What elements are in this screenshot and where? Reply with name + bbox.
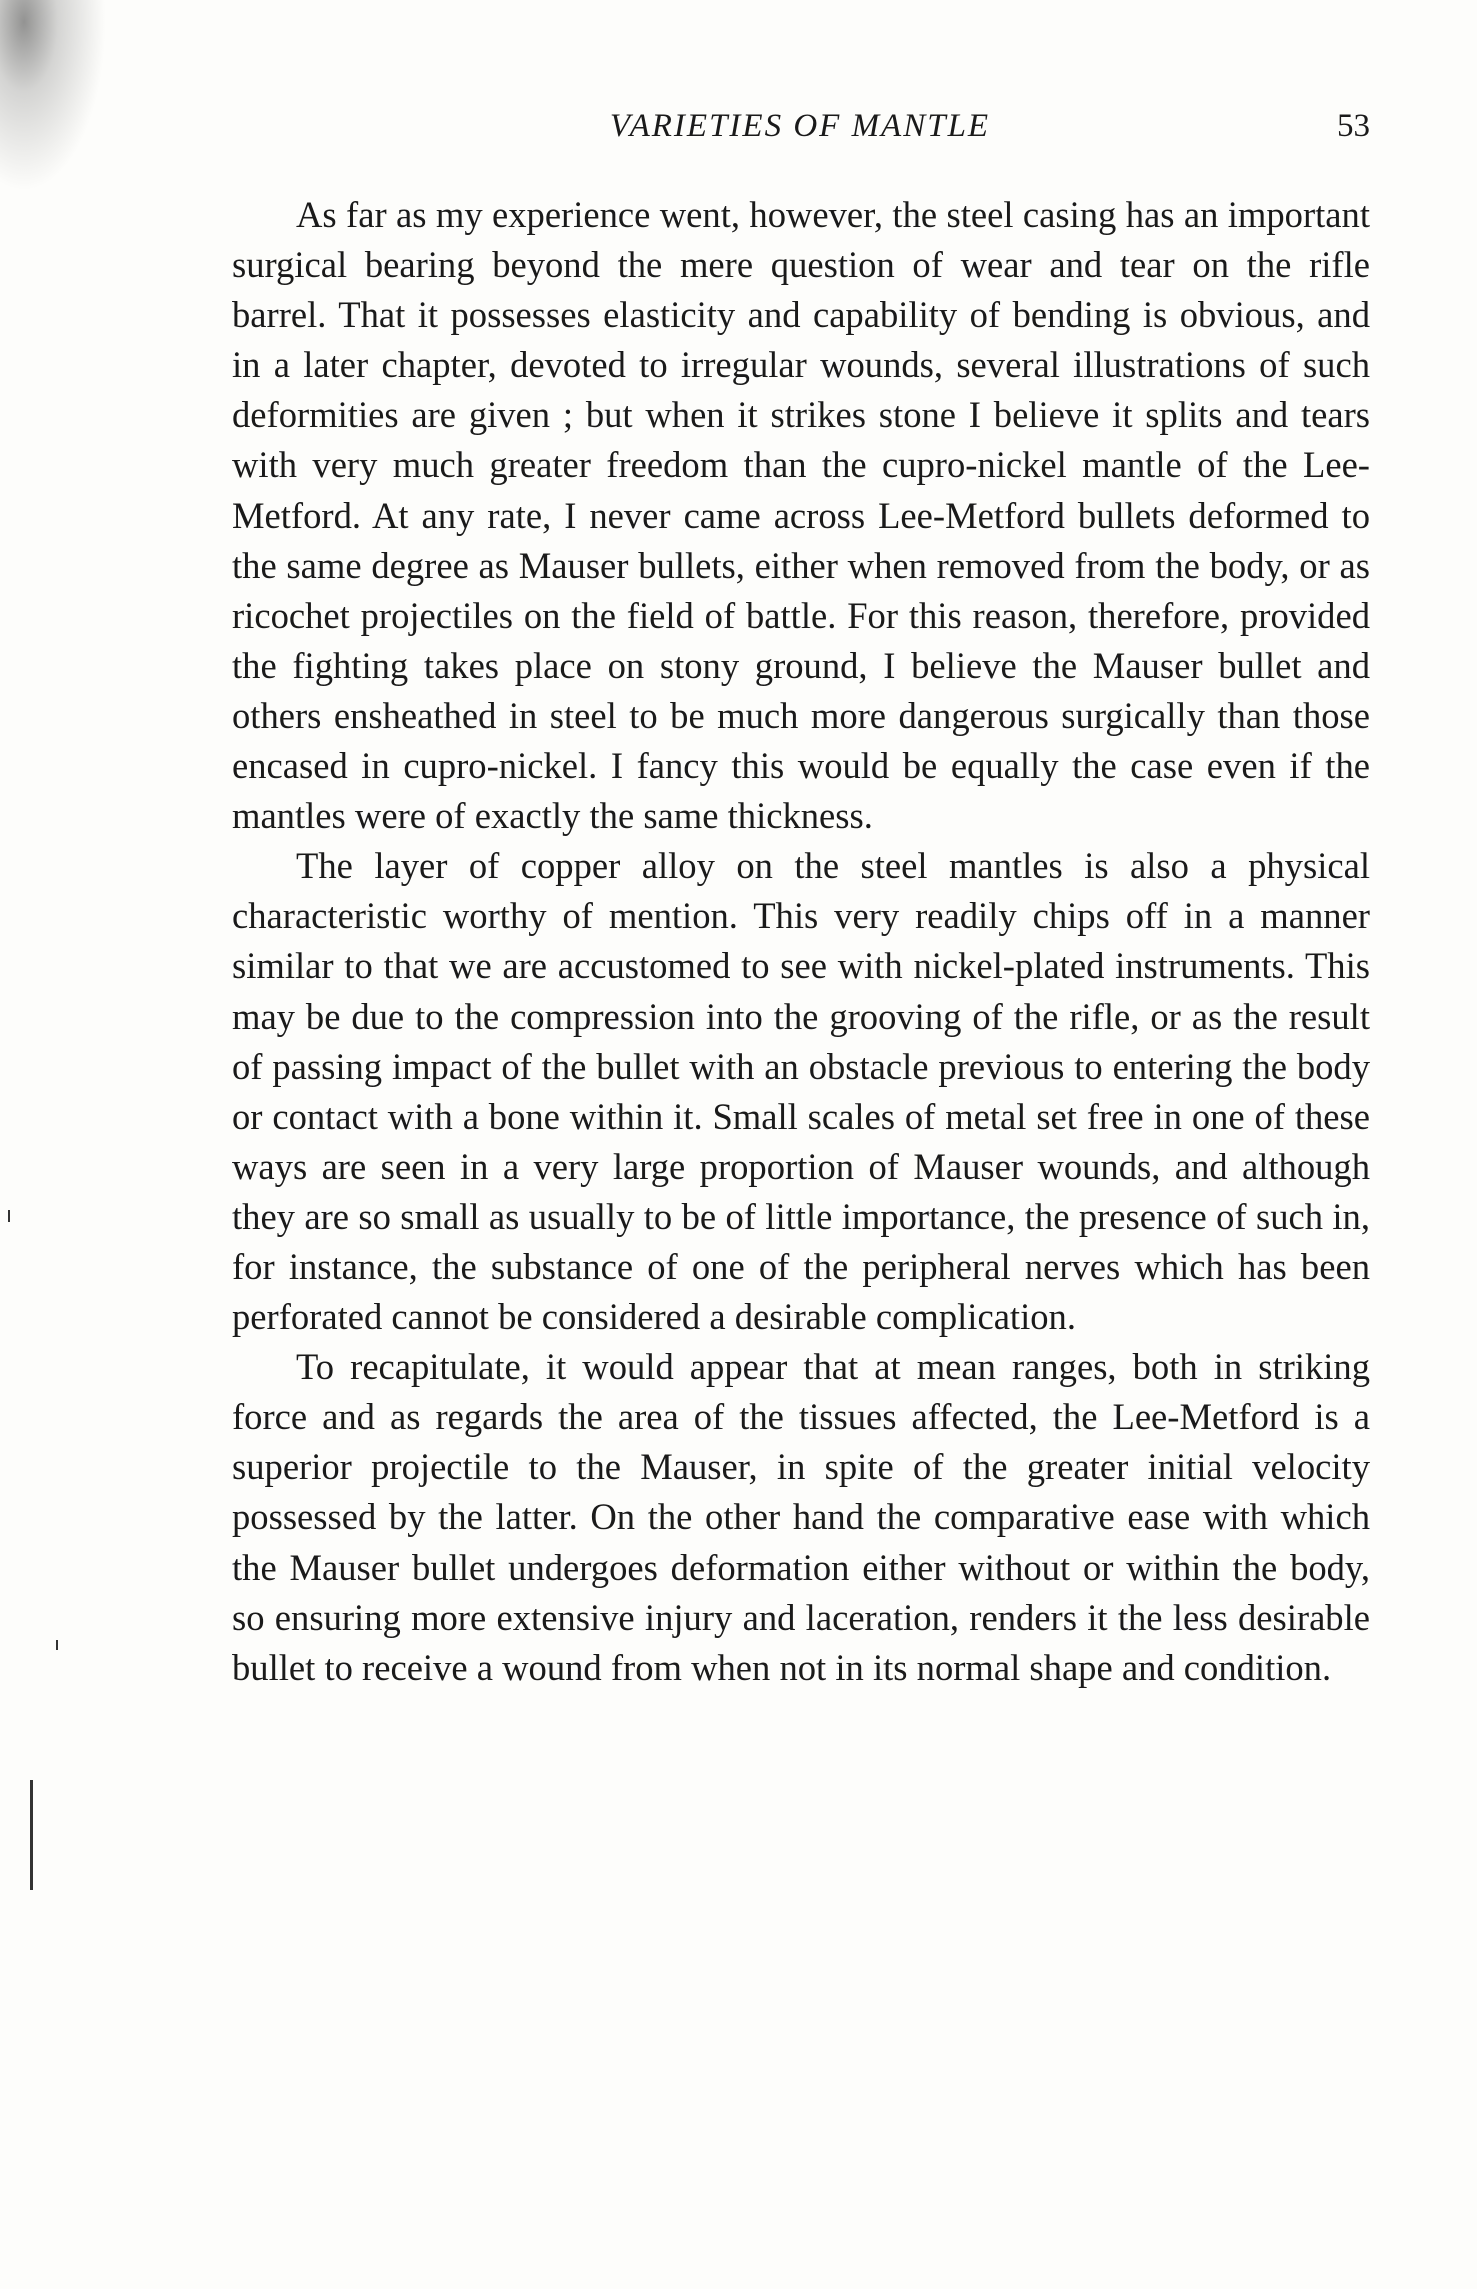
margin-mark — [56, 1640, 58, 1650]
margin-mark — [8, 1210, 10, 1222]
margin-mark — [30, 1780, 33, 1890]
body-text — [232, 190, 1370, 1693]
page-number: 53 — [1337, 108, 1370, 144]
running-title: VARIETIES OF MANTLE — [609, 108, 991, 144]
paragraph-1: As far as my experience went, however, the steel casing has an important surgical bearing beyond the mere question of wear and tear on the rifle barrel. That it possesses elasticity and capability of bending is obvious, and in a later chapter, devoted to irregular wounds, several illustrations of such deformities are given ; but when it strikes stone I believe it splits and tears with very much greater freedom than the cupro-nickel mantle of the Lee-Metford. At any rate, I never came across Lee-Metford bullets deformed to the same degree as Mauser bullets, either when removed from the body, or as ricochet projectiles on the field of battle. For this reason, therefore, provided the fighting takes place on stony ground, I believe the Mauser bullet and others ensheathed in steel to be much more dangerous surgically than those encased in cupro-nickel. I fancy this would be equally the case even if the mantles were of exactly the same thickness. — [232, 194, 1370, 837]
paragraph-2: The layer of copper alloy on the steel mantles is also a physical characteristic worthy of mention. This very readily chips off in a manner similar to that we are accustomed to see with nickel-plated instruments. This may be due to the compression into the grooving of the rifle, or as the result of passing impact of the bullet with an obstacle previous to entering the body or contact with a bone within it. Small scales of metal set free in one of these ways are seen in a very large proportion of Mauser wounds, and although they are so small as usually to be of little importance, the presence of such in, for instance, the substance of one of the peripheral nerves which has been perforated cannot be considered a desirable complication. — [232, 845, 1370, 1338]
page-header — [230, 108, 1370, 158]
corner-smudge — [0, 0, 120, 220]
paragraph-3: To recapitulate, it would appear that at mean ranges, both in striking force and as regards the area of the tissues affected, the Lee-Metford is a superior projectile to the Mauser, in spite of the greater initial velocity possessed by the latter. On the other hand the comparative ease with which the Mauser bullet undergoes deformation either without or within the body, so ensuring more extensive injury and laceration, renders it the less desirable bullet to receive a wound from when not in its normal shape and condition. — [232, 1346, 1370, 1688]
